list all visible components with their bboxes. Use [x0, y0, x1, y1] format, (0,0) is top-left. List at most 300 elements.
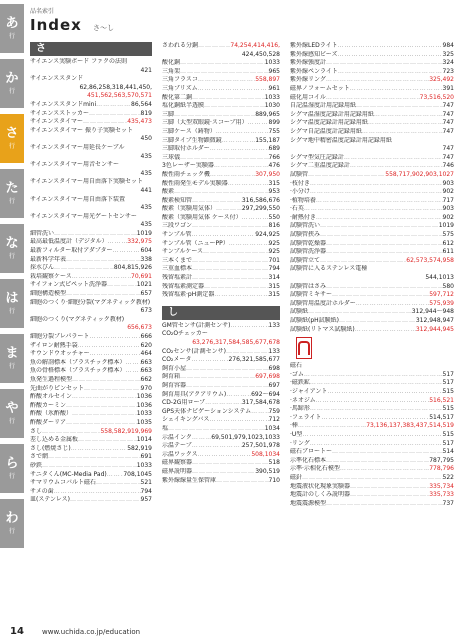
entry-name: 酸化銅 — [162, 59, 181, 67]
entry-name: 酢酸ダーリア — [30, 418, 67, 426]
entry-pages: 62,86,258,318,441,450, — [79, 83, 152, 91]
leader-dots — [226, 391, 251, 400]
entry-name: 酸性雨チェック機 — [162, 170, 210, 178]
index-entry — [30, 419, 152, 428]
entry-name: 残留塩素·pH測定器 — [162, 291, 215, 299]
index-entry — [290, 59, 454, 68]
index-entry — [30, 290, 152, 299]
entry-pages: 73,136,137,383,437,514,519 — [366, 422, 454, 430]
entry-name: 酢酸オルセイン — [30, 393, 72, 401]
index-entry — [162, 222, 280, 231]
entry-name: 磁化用コイル — [290, 93, 326, 101]
index-entry — [30, 299, 152, 308]
entry-pages: 558,897 — [255, 76, 280, 84]
entry-name: 試験管挟み — [290, 231, 321, 239]
leader-dots — [338, 68, 443, 77]
entry-name: サイフォン式ピペット洗浄器 — [30, 281, 107, 289]
entry-pages: 656,673 — [127, 324, 152, 332]
entry-pages: 759 — [268, 407, 280, 415]
index-entry — [290, 483, 454, 492]
tab-gyo: 行 — [8, 87, 15, 95]
leader-dots — [66, 256, 141, 265]
entry-name: 三脚ケース（鋳物） — [162, 127, 216, 135]
leader-dots — [180, 59, 265, 68]
index-entry — [30, 281, 152, 290]
entry-name: 魚の解剖標本（プラスチック標本） — [30, 358, 126, 366]
leader-dots — [42, 428, 100, 437]
entry-name: ·ゴム — [290, 370, 304, 378]
index-entry — [162, 356, 280, 365]
entry-name: 自記温湿度計用記録用紙 — [290, 102, 357, 110]
entry-name: サメの歯 — [30, 487, 54, 495]
entry-pages: 69,501,979,1023,1033 — [211, 433, 280, 441]
entry-pages: 517 — [442, 439, 454, 447]
leader-dots — [192, 94, 265, 103]
entry-name: ·U型 — [290, 430, 303, 438]
index-entry — [162, 451, 280, 460]
index-entry — [162, 257, 280, 266]
leader-dots — [192, 468, 255, 477]
index-entry — [162, 76, 280, 85]
entry-pages: 794 — [268, 265, 280, 273]
entry-pages: 558,717,902,903,1027 — [385, 170, 454, 178]
leader-dots — [316, 197, 443, 206]
index-entry — [30, 393, 152, 402]
index-entry — [290, 231, 454, 240]
entry-pages: 550 — [268, 213, 280, 221]
entry-name: サイエンススタンド — [30, 75, 84, 83]
entry-pages: 515 — [442, 387, 454, 395]
leader-dots — [192, 434, 211, 443]
leader-dots — [204, 283, 269, 292]
index-column-1 — [30, 42, 152, 505]
entry-pages: 902 — [442, 188, 454, 196]
index-entry — [162, 265, 280, 274]
entry-pages: 517 — [442, 370, 454, 378]
entry-pages: 903 — [442, 179, 454, 187]
leader-dots — [107, 471, 124, 480]
entry-name: ·ジャイアント — [290, 387, 328, 395]
tab-gyo: 行 — [8, 362, 15, 370]
entry-name: 酢酸（氷酢酸） — [30, 410, 73, 418]
leader-dots — [96, 479, 141, 488]
entry-name: さし — [30, 427, 43, 435]
leader-dots — [355, 326, 416, 335]
tab-1[interactable] — [0, 59, 24, 109]
entry-name: サイエンスストッカー — [30, 109, 89, 117]
entry-pages: 325,492 — [429, 76, 454, 84]
entry-pages: 662 — [140, 375, 152, 383]
entry-name: 最新科学年表 — [30, 255, 67, 263]
index-entry — [162, 59, 280, 68]
leader-dots — [216, 477, 269, 486]
entry-pages: 899 — [268, 119, 280, 127]
index-entry — [290, 431, 454, 440]
leader-dots — [192, 459, 269, 468]
tab-4[interactable] — [0, 224, 24, 274]
entry-pages: 1014 — [136, 436, 152, 444]
tab-7[interactable] — [0, 389, 24, 439]
entry-pages: 746 — [442, 162, 454, 170]
entry-name: ·植物培養 — [290, 196, 316, 204]
leader-dots — [72, 273, 131, 282]
index-entry — [290, 85, 454, 94]
entry-pages: 666 — [140, 333, 152, 340]
entry-name: さわれる分銅 — [162, 42, 199, 49]
entry-pages: 297,299,550 — [241, 205, 280, 213]
index-entry — [30, 161, 152, 170]
leader-dots — [326, 59, 443, 68]
tab-gyo: 行 — [8, 142, 15, 150]
entry-pages: 316,586,676 — [241, 196, 280, 204]
index-entry — [162, 197, 280, 206]
tab-kana: や — [5, 400, 19, 416]
index-entry — [162, 188, 280, 197]
index-entry — [290, 362, 454, 371]
leader-dots — [374, 111, 443, 120]
leader-dots — [320, 257, 406, 266]
tab-5[interactable] — [0, 279, 24, 329]
leader-dots — [192, 274, 269, 283]
leader-dots — [72, 410, 137, 419]
entry-pages: 698 — [268, 364, 280, 372]
leader-dots — [72, 376, 141, 385]
index-entry — [162, 119, 280, 128]
entry-pages: 755 — [268, 127, 280, 135]
index-entry — [290, 457, 454, 466]
leader-dots — [337, 51, 442, 60]
index-entry — [162, 322, 280, 331]
entry-pages: 620 — [140, 341, 152, 349]
entry-pages: 1030 — [264, 102, 280, 110]
leader-dots — [191, 356, 228, 365]
index-entry — [162, 408, 280, 417]
tab-kana: た — [5, 180, 19, 196]
entry-name: ·フェライト — [290, 413, 322, 421]
leader-dots — [304, 205, 443, 214]
index-entry — [290, 51, 454, 60]
index-entry — [162, 248, 280, 257]
entry-name: ·耐熱付き — [290, 213, 316, 221]
index-entry — [162, 391, 280, 400]
leader-dots — [350, 483, 429, 492]
entry-name: シグマ温湿度記録計用記録用紙 — [290, 110, 374, 118]
index-entry — [162, 162, 280, 171]
entry-name: 磁石ブロートー — [290, 448, 333, 456]
entry-name: 差し込める金属板 — [30, 436, 79, 444]
index-entry — [162, 373, 280, 382]
entry-name: 細胞のつくり·細胞分裂(マグネティック教材) — [30, 298, 151, 306]
entry-name: 栽培観察ケース — [30, 272, 72, 280]
entry-pages: 276,321,585,677 — [228, 356, 280, 364]
entry-pages: 62,573,574,958 — [406, 256, 454, 264]
index-entry — [30, 144, 152, 153]
entry-name: ザイロン耐熱手袋 — [30, 341, 78, 349]
entry-pages: 390,519 — [255, 467, 280, 475]
leader-dots — [216, 128, 269, 137]
index-entry — [30, 453, 152, 462]
entry-pages: 73,516,520 — [419, 93, 454, 101]
entry-pages: 476 — [268, 162, 280, 170]
leader-dots — [192, 442, 242, 451]
leader-dots — [350, 85, 443, 94]
entry-pages: 737 — [442, 499, 454, 507]
index-entry — [162, 330, 280, 339]
index-entry — [30, 324, 152, 333]
entry-name: 塩 — [162, 424, 169, 432]
leader-dots — [251, 408, 268, 417]
footer-url: www.uchida.co.jp/education — [42, 628, 141, 636]
index-entry — [30, 445, 152, 454]
index-column-3 — [290, 42, 454, 508]
entry-name: 酸素 — [162, 188, 175, 196]
index-entry — [290, 405, 454, 414]
entry-pages: 953 — [268, 188, 280, 196]
leader-dots — [198, 42, 230, 51]
index-entry — [30, 101, 152, 110]
leader-dots — [214, 291, 268, 300]
entry-name: 示準化石標本 — [290, 456, 327, 464]
index-entry — [290, 162, 454, 171]
entry-name: 三重血標本 — [162, 265, 193, 273]
leader-dots — [214, 162, 269, 171]
leader-dots — [362, 128, 443, 137]
tab-9[interactable] — [0, 499, 24, 549]
leader-dots — [54, 488, 141, 497]
entry-name: 紫外線リング — [290, 76, 326, 84]
entry-name: 三脚タイプ生物顕微鏡 — [162, 136, 222, 144]
entry-pages: 424,450,528 — [241, 50, 280, 58]
entry-pages: 317,584,678 — [241, 399, 280, 407]
entry-pages: 1033 — [136, 461, 152, 469]
entry-name: シグマ自記温度計記録用紙 — [290, 127, 362, 135]
index-entry — [290, 308, 454, 317]
entry-name: 磁界ノフォームセット — [290, 84, 350, 92]
entry-name: サンプル管 — [162, 231, 192, 239]
leader-dots — [198, 451, 252, 460]
index-entry — [162, 365, 280, 374]
entry-name: 三角架 — [162, 67, 181, 75]
leader-dots — [186, 382, 269, 391]
entry-name: 飼育容器 — [162, 381, 187, 389]
section-header-sa: さ — [30, 42, 152, 56]
entry-pages: 391 — [442, 84, 454, 92]
index-entry — [162, 442, 280, 451]
entry-name: 細胞のつくり(マグネティック教材) — [30, 315, 125, 323]
entry-name: 細胞分裂プレパラート — [30, 333, 90, 340]
tab-gyo: 行 — [8, 197, 15, 205]
leader-dots — [229, 240, 269, 249]
tab-0[interactable] — [0, 4, 24, 54]
index-entry — [30, 153, 152, 162]
entry-pages: 970 — [140, 384, 152, 392]
index-entry — [30, 187, 152, 196]
index-entry — [162, 399, 280, 408]
tab-kana: な — [5, 235, 19, 251]
entry-name: 紫外線線量生保管庫 — [162, 476, 217, 484]
index-entry — [30, 359, 152, 368]
leader-dots — [338, 42, 443, 51]
leader-dots — [66, 290, 141, 299]
entry-name: サイエンスタイマー用音センサー — [30, 161, 120, 169]
index-entry — [162, 459, 280, 468]
entry-name: サイエンスタイマー — [30, 118, 84, 126]
tab-kana: は — [5, 290, 19, 306]
index-entry — [162, 85, 280, 94]
leader-dots — [350, 162, 443, 171]
entry-pages: 307,950 — [255, 170, 280, 178]
leader-dots — [321, 414, 429, 423]
leader-dots — [84, 385, 141, 394]
entry-pages: 314 — [268, 274, 280, 282]
entry-pages: 435 — [140, 221, 152, 229]
entry-pages: 691 — [140, 453, 152, 461]
entry-name: 試験紙 — [290, 308, 309, 316]
tab-kana: あ — [5, 15, 19, 31]
leader-dots — [326, 94, 420, 103]
leader-dots — [192, 257, 269, 266]
tab-3[interactable] — [0, 169, 24, 219]
index-entry — [162, 240, 280, 249]
entry-pages: 747 — [442, 102, 454, 110]
entry-name: 細胞構造模型 — [30, 290, 67, 298]
leader-dots — [304, 371, 443, 380]
index-entry — [290, 240, 454, 249]
index-entry — [162, 51, 280, 60]
entry-pages: 441 — [140, 186, 152, 194]
index-entry — [30, 178, 152, 187]
tab-8[interactable] — [0, 444, 24, 494]
entry-name: 塩化銅紙半透膜 — [162, 102, 205, 110]
index-entry — [30, 92, 152, 101]
entry-pages: 673 — [140, 307, 152, 315]
entry-name: 三球儀 — [162, 153, 181, 161]
tab-6[interactable] — [0, 334, 24, 384]
entry-pages: 508,1034 — [251, 450, 280, 458]
entry-name: 残留塩素測定器 — [162, 282, 205, 290]
entry-name: ·リング — [290, 439, 310, 447]
tab-gyo: 行 — [8, 472, 15, 480]
leader-dots — [71, 445, 128, 454]
entry-name: サイエンスタイマー用自由落下実験セット — [30, 178, 144, 186]
leader-dots — [66, 419, 137, 428]
entry-pages: 514 — [442, 448, 454, 456]
index-entry — [290, 388, 454, 397]
entry-pages: 435 — [140, 152, 152, 160]
index-entry — [162, 111, 280, 120]
entry-pages: 86,564 — [131, 100, 152, 108]
index-entry — [30, 264, 152, 273]
entry-pages: 335,734 — [429, 482, 454, 490]
entry-name: 地震震源模型 — [290, 499, 327, 507]
entry-pages: 902 — [442, 213, 454, 221]
index-entry — [30, 376, 152, 385]
leader-dots — [302, 431, 442, 440]
leader-dots — [66, 402, 137, 411]
entry-pages: 517 — [442, 379, 454, 387]
entry-name: 紫外線ペンライト — [290, 67, 338, 75]
tab-2[interactable] — [0, 114, 24, 164]
entry-pages: 708,1045 — [123, 470, 152, 478]
tab-kana: ら — [5, 455, 19, 471]
index-entry — [290, 371, 454, 380]
index-entry — [290, 171, 454, 180]
leader-dots — [205, 399, 242, 408]
index-column-2 — [162, 42, 280, 485]
tab-kana: わ — [5, 510, 19, 526]
leader-dots — [186, 365, 269, 374]
index-entry — [30, 256, 152, 265]
leader-dots — [242, 214, 269, 223]
index-entry — [162, 137, 280, 146]
entry-name: さし(燃焼さじ) — [30, 444, 71, 452]
entry-name: ·枝付き — [290, 179, 310, 187]
leader-dots — [108, 238, 128, 247]
entry-pages: 464 — [140, 350, 152, 358]
index-entry — [162, 180, 280, 189]
entry-name: GPS天体ナビゲーションシステム — [162, 407, 252, 415]
leader-dots — [78, 342, 141, 351]
entry-name: 地震計のしくみ説明器 — [290, 491, 351, 499]
section-header-shi: し — [162, 306, 280, 320]
leader-dots — [310, 440, 443, 449]
entry-name: 最新フィルター取付アダプター — [30, 247, 113, 255]
magnet-icon — [296, 337, 312, 359]
entry-pages: 657 — [140, 290, 152, 298]
entry-pages: 315 — [268, 282, 280, 290]
entry-pages: 597,712 — [429, 291, 454, 299]
entry-pages: 155,187 — [255, 136, 280, 144]
entry-pages: 1034 — [264, 424, 280, 432]
index-entry — [290, 283, 454, 292]
leader-dots — [320, 231, 443, 240]
index-entry — [290, 379, 454, 388]
index-entry — [290, 257, 454, 266]
entry-name: 飼育用具(アクアリウム) — [162, 390, 227, 398]
entry-name: サイエンスタイマー用自由落下装置 — [30, 195, 126, 203]
entry-pages: 74,254,414,416, — [230, 42, 280, 49]
entry-pages: 689 — [268, 145, 280, 153]
index-entry — [162, 145, 280, 154]
entry-name: 三角プリズム — [162, 84, 198, 92]
entry-name: 皿(ステンレス) — [30, 496, 70, 504]
entry-name: さで網 — [30, 453, 49, 461]
leader-dots — [126, 359, 141, 368]
entry-pages: 324 — [442, 59, 454, 67]
index-entry — [290, 317, 454, 326]
index-entry — [290, 68, 454, 77]
entry-name: ·小分け — [290, 188, 310, 196]
entry-pages: 663 — [140, 367, 152, 375]
leader-dots — [180, 373, 255, 382]
index-entry — [290, 137, 454, 146]
leader-dots — [191, 231, 255, 240]
page-number: 14 — [10, 626, 24, 637]
leader-dots — [308, 171, 385, 180]
index-entry — [162, 382, 280, 391]
leader-dots — [310, 405, 443, 414]
entry-pages: 965 — [268, 67, 280, 75]
index-entry — [30, 333, 152, 342]
index-entry — [162, 154, 280, 163]
entry-pages: 315 — [268, 179, 280, 187]
index-entry — [290, 326, 454, 335]
leader-dots — [326, 283, 443, 292]
entry-pages: 1019 — [136, 229, 152, 237]
leader-dots — [316, 397, 430, 406]
entry-name: GM管センサ(計測センサ) — [162, 321, 231, 329]
index-entry — [30, 170, 152, 179]
